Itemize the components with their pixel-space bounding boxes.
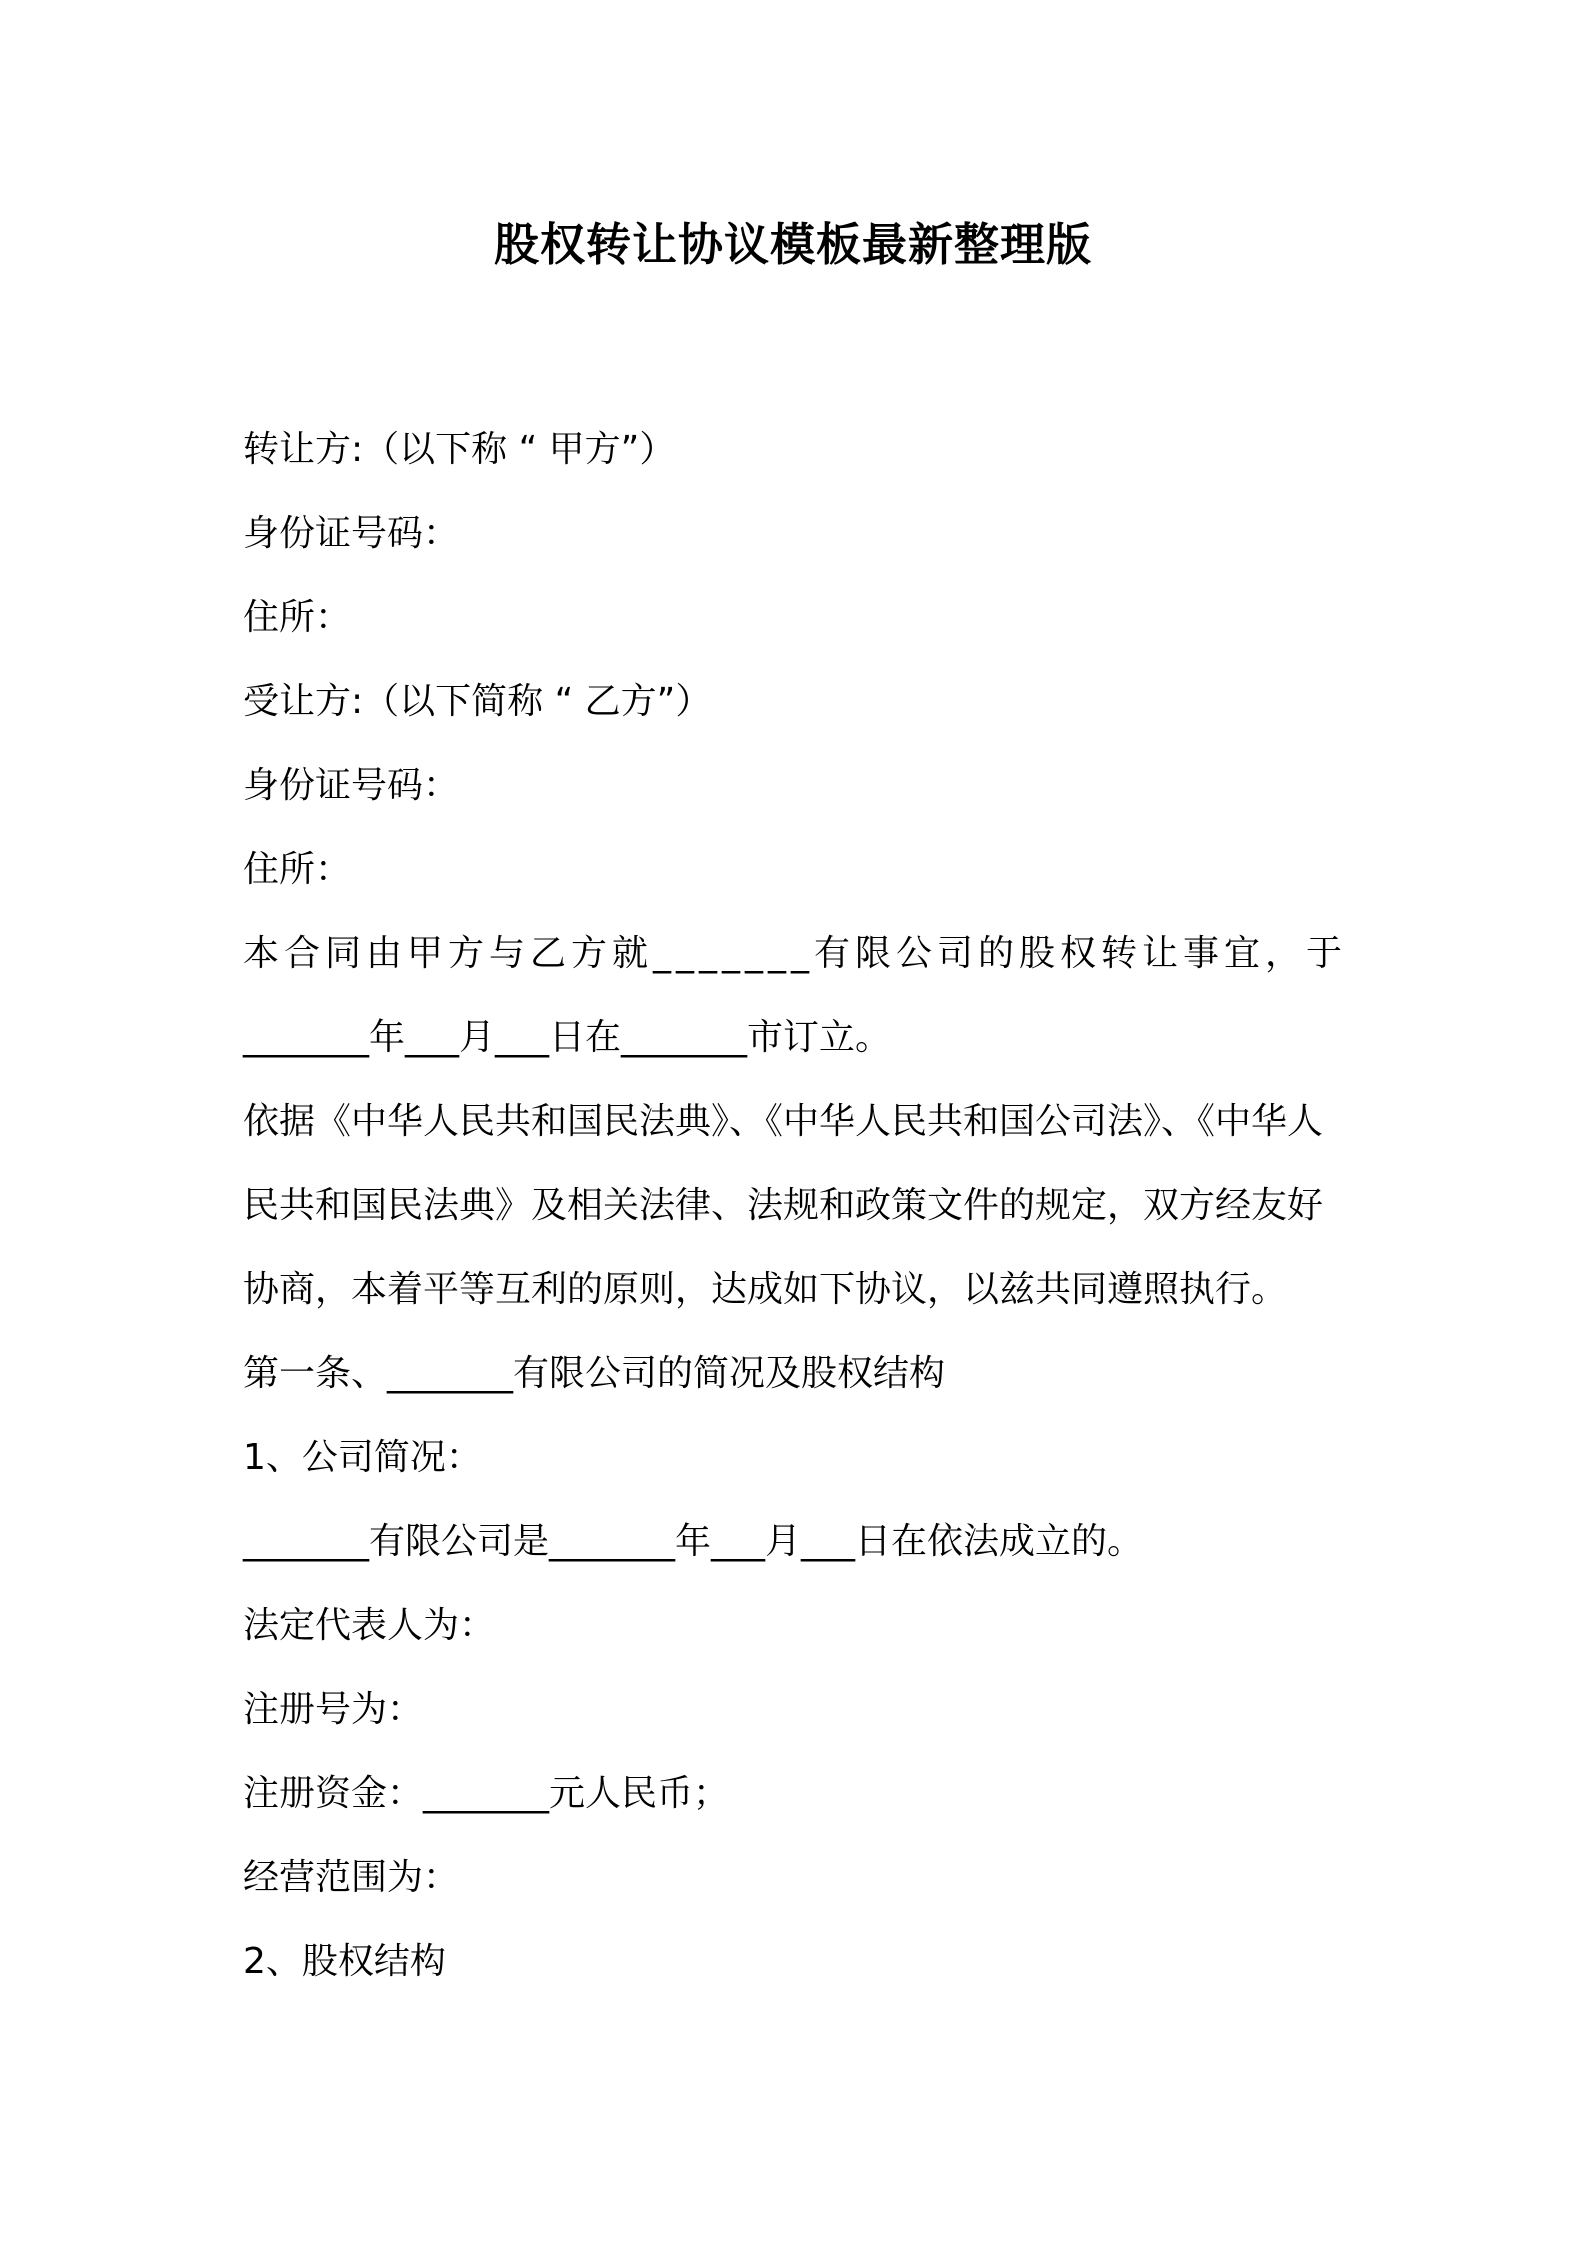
- transferor-id-number-line: 身份证号码：: [243, 513, 460, 554]
- contract-intro-line-1: 本合同由甲方与乙方就_______有限公司的股权转让事宜，于: [243, 933, 1348, 974]
- transferee-id-number-line: 身份证号码：: [243, 765, 460, 806]
- company-overview-heading: 1、公司简况：: [243, 1437, 482, 1478]
- legal-representative-line: 法定代表人为：: [243, 1605, 496, 1646]
- document-title: 股权转让协议模板最新整理版: [493, 218, 1092, 271]
- transferor-line: 转让方:（以下称 “ 甲方”）: [243, 429, 676, 470]
- registered-capital-line: 注册资金：_______元人民币；: [243, 1773, 730, 1814]
- document-body: [243, 408, 1363, 2004]
- company-established-line: _______有限公司是_______年___月___日在依法成立的。: [243, 1521, 1144, 1562]
- transferor-address-line: 住所：: [243, 597, 352, 638]
- legal-basis-line-2: 民共和国民法典》及相关法律、法规和政策文件的规定，双方经友好: [243, 1185, 1324, 1226]
- equity-structure-heading: 2、股权结构: [243, 1941, 446, 1982]
- transferee-address-line: 住所：: [243, 849, 352, 890]
- article-one-heading: 第一条、_______有限公司的简况及股权结构: [243, 1353, 946, 1394]
- legal-basis-line-3: 协商，本着平等互利的原则，达成如下协议，以兹共同遵照执行。: [243, 1269, 1288, 1310]
- registration-number-line: 注册号为：: [243, 1689, 424, 1730]
- business-scope-line: 经营范围为：: [243, 1857, 460, 1898]
- legal-basis-line-1: 依据《中华人民共和国民法典》、《中华人民共和国公司法》、《中华人: [243, 1101, 1324, 1142]
- transferee-line: 受让方:（以下简称 “ 乙方”）: [243, 681, 712, 722]
- contract-intro-line-2: _______年___月___日在_______市订立。: [243, 1017, 892, 1058]
